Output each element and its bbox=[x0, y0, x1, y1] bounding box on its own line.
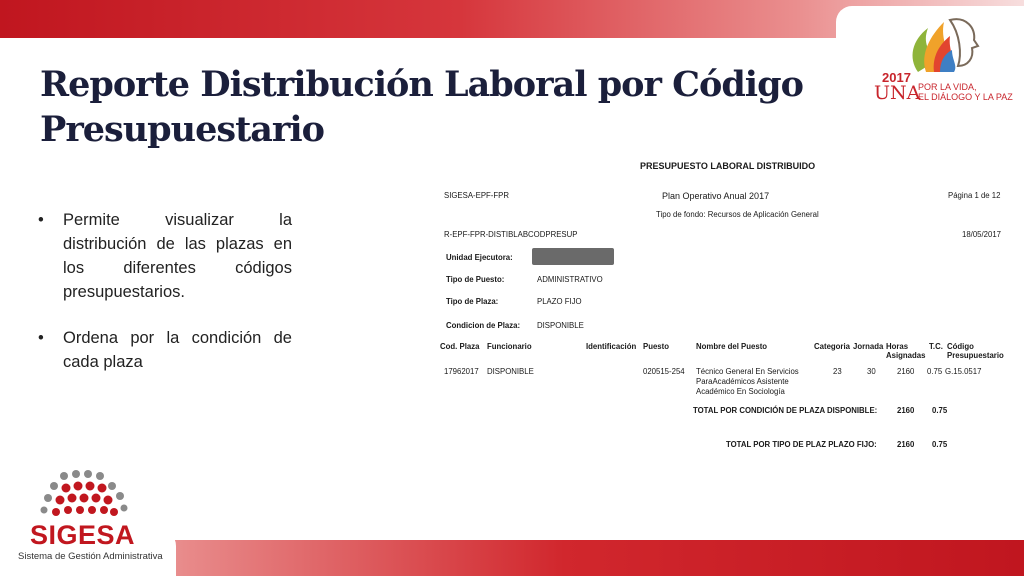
report-date: 18/05/2017 bbox=[962, 230, 1002, 239]
cell-jornada: 30 bbox=[867, 367, 876, 376]
col-header: Nombre del Puesto bbox=[696, 342, 768, 351]
total-tc: 0.75 bbox=[932, 440, 948, 449]
cell-codigo: G.15.0517 bbox=[945, 367, 982, 376]
col-header: Asignadas bbox=[886, 351, 926, 360]
una-name: UNA bbox=[874, 82, 921, 104]
una-year: 2017 bbox=[882, 70, 911, 85]
cell-horas: 2160 bbox=[897, 367, 915, 376]
bullet-item: • Permite visualizar la distribución de las plazas en los diferentes códigos presupuestarios. bbox=[36, 208, 292, 304]
sigesa-dots-icon bbox=[34, 466, 134, 522]
una-motto: POR LA VIDA, EL DIÁLOGO Y LA PAZ bbox=[918, 82, 1013, 102]
redacted-value bbox=[532, 248, 614, 265]
col-header: Horas bbox=[886, 342, 909, 351]
cell-cod-plaza: 17962017 bbox=[444, 367, 479, 376]
filter-value: DISPONIBLE bbox=[537, 321, 584, 330]
col-header: Funcionario bbox=[487, 342, 532, 351]
filter-label: Tipo de Plaza: bbox=[446, 297, 499, 306]
report-system: SIGESA-EPF-FPR bbox=[444, 191, 509, 200]
filter-label: Tipo de Puesto: bbox=[446, 275, 505, 284]
cell-categoria: 23 bbox=[833, 367, 842, 376]
report-fund-type: Tipo de fondo: Recursos de Aplicación General bbox=[656, 210, 819, 219]
total-label: TOTAL POR CONDICIÓN DE PLAZA DISPONIBLE: bbox=[693, 406, 878, 415]
report-plan: Plan Operativo Anual 2017 bbox=[662, 191, 770, 201]
bullet-item: • Ordena por la condición de cada plaza bbox=[36, 326, 292, 374]
filter-value: PLAZO FIJO bbox=[537, 297, 582, 306]
cell-funcionario: DISPONIBLE bbox=[487, 367, 534, 376]
col-header: Cod. Plaza bbox=[440, 342, 480, 351]
filter-label: Condicion de Plaza: bbox=[446, 321, 521, 330]
total-horas: 2160 bbox=[897, 406, 915, 415]
bullet-list bbox=[36, 208, 292, 374]
report-page: Página 1 de 12 bbox=[948, 191, 1001, 200]
report-heading: PRESUPUESTO LABORAL DISTRIBUIDO bbox=[640, 161, 816, 171]
col-header: Presupuestario bbox=[947, 351, 1004, 360]
cell-tc: 0.75 bbox=[927, 367, 943, 376]
report-code: R-EPF-FPR-DISTIBLABCODPRESUP bbox=[444, 230, 578, 239]
sigesa-subtitle: Sistema de Gestión Administrativa bbox=[18, 551, 163, 562]
col-header: T.C. bbox=[929, 342, 943, 351]
total-label: TOTAL POR TIPO DE PLAZ PLAZO FIJO: bbox=[726, 440, 877, 449]
una-logo bbox=[870, 10, 1020, 106]
cell-nombre-puesto: Técnico General En Servicios ParaAcadémicos Asistente Académico En Sociología bbox=[696, 367, 799, 396]
total-tc: 0.75 bbox=[932, 406, 948, 415]
col-header: Jornada bbox=[853, 342, 884, 351]
col-header: Puesto bbox=[643, 342, 669, 351]
cell-puesto: 020515-254 bbox=[643, 367, 685, 376]
col-header: Identificación bbox=[586, 342, 637, 351]
filter-label: Unidad Ejecutora: bbox=[446, 253, 513, 262]
col-header: Código bbox=[947, 342, 974, 351]
slide-title: Reporte Distribución Laboral por Código Presupuestario bbox=[40, 64, 803, 150]
filter-value: ADMINISTRATIVO bbox=[537, 275, 603, 284]
col-header: Categoria bbox=[814, 342, 850, 351]
total-horas: 2160 bbox=[897, 440, 915, 449]
sigesa-name: SIGESA bbox=[30, 520, 136, 550]
